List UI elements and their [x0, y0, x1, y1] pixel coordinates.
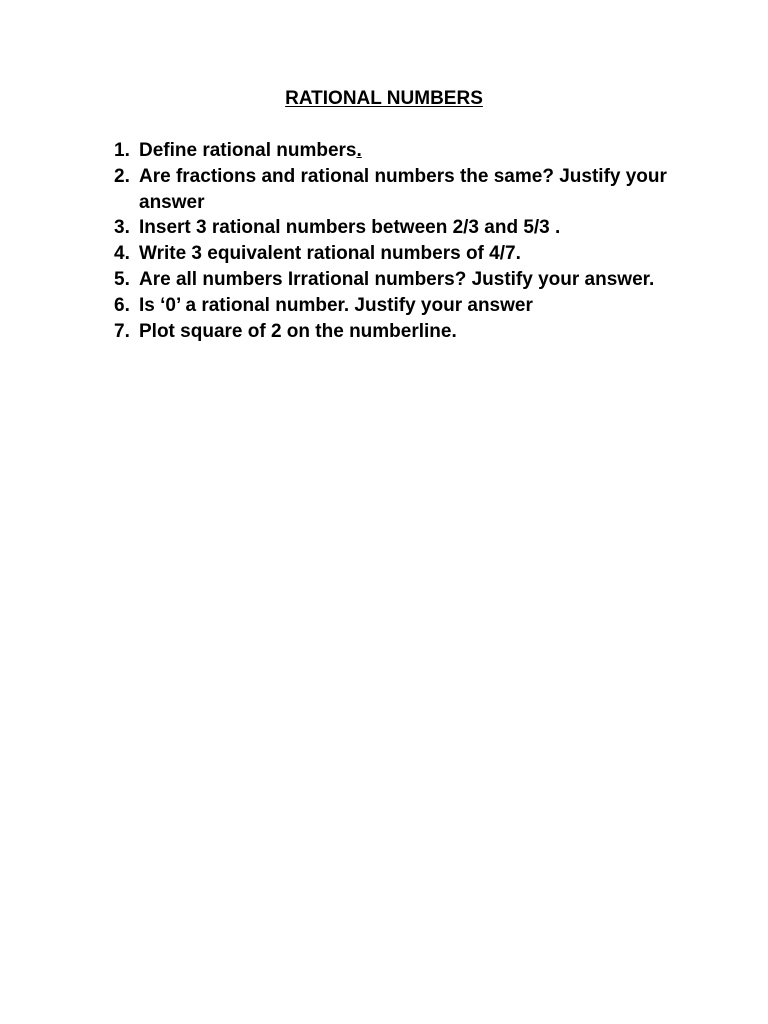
question-text: Plot square of 2 on the numberline.	[139, 320, 457, 342]
question-number: 5.	[114, 268, 130, 290]
question-item-2	[114, 164, 674, 216]
question-number: 7.	[114, 320, 130, 342]
question-number: 4.	[114, 243, 130, 265]
question-item-1	[114, 138, 674, 164]
question-list	[114, 138, 674, 344]
question-text: Are fractions and rational numbers the same? Justify your answer	[139, 165, 667, 213]
question-text: Write 3 equivalent rational numbers of 4/7.	[139, 243, 521, 265]
question-text-body: Define rational numbers	[139, 140, 357, 161]
question-item-6	[114, 293, 674, 319]
question-item-7	[114, 319, 674, 345]
question-text: Is ‘0’ a rational number. Justify your answer	[139, 294, 533, 316]
question-number: 2.	[114, 165, 130, 187]
question-number: 6.	[114, 294, 130, 316]
page-title: RATIONAL NUMBERS	[285, 88, 483, 109]
question-text-underlined-period: .	[356, 140, 362, 161]
question-number: 1.	[114, 140, 130, 161]
question-text: Insert 3 rational numbers between 2/3 and 5/3 .	[139, 217, 561, 239]
question-item-3	[114, 215, 674, 241]
question-text	[139, 138, 674, 164]
question-item-4	[114, 241, 674, 267]
question-item-5	[114, 267, 674, 293]
question-number: 3.	[114, 217, 130, 239]
question-text: Are all numbers Irrational numbers? Justify your answer.	[139, 268, 655, 290]
